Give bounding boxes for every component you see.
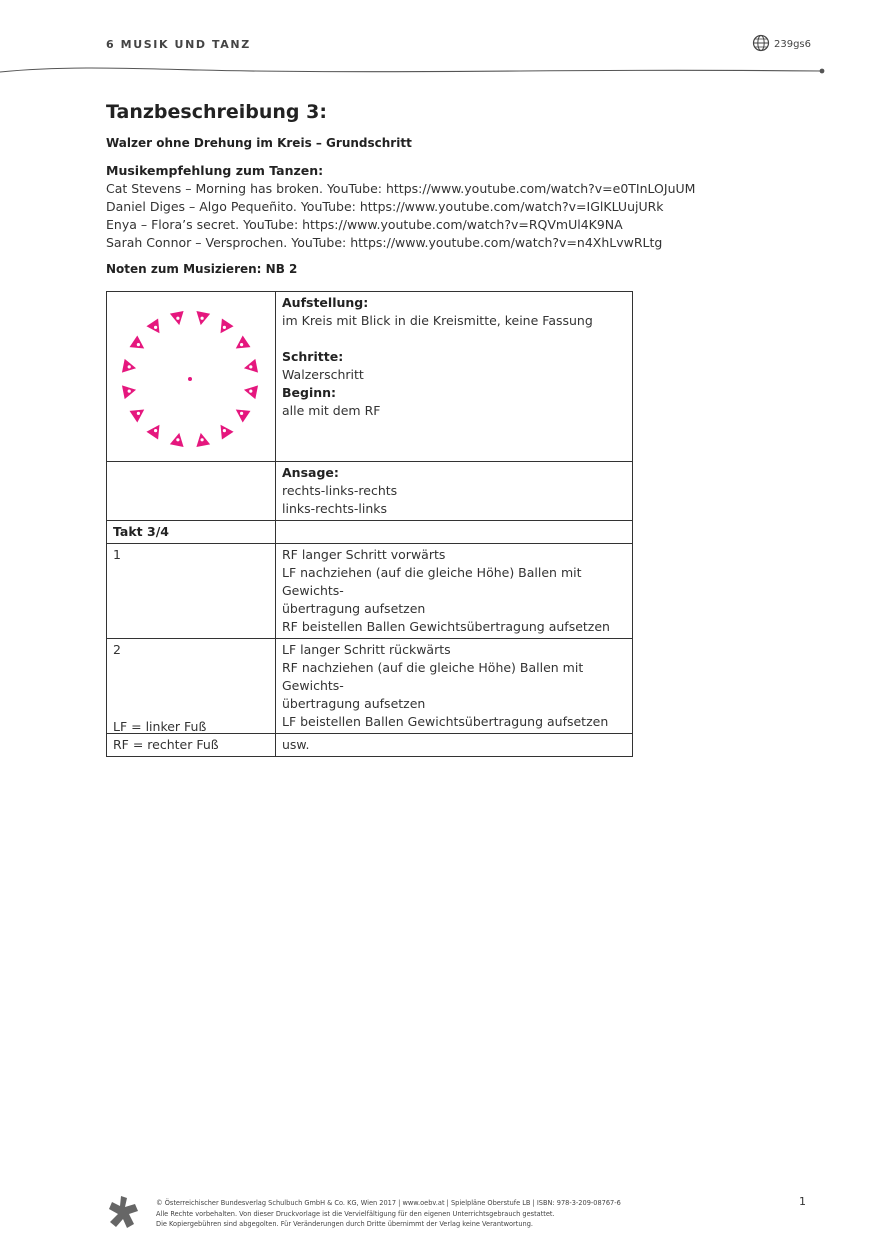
dancer-foot-mark (137, 343, 140, 346)
dancer-foot-mark (240, 412, 243, 415)
ansage-cell (276, 462, 633, 521)
dancer-foot-mark (223, 326, 226, 329)
step-line: übertragung aufsetzen (282, 696, 426, 711)
beginn-label: Beginn: (282, 385, 337, 400)
section-header: 6 MUSIK UND TANZ (106, 38, 251, 51)
dancer-foot-mark (249, 390, 252, 393)
step-line: RF nachziehen (auf die gleiche Höhe) Ballen mit Gewichts- (282, 660, 584, 693)
legend-lf: LF = linker Fuß (113, 719, 207, 734)
dancer-foot-mark (154, 326, 157, 329)
ansage-line: links-rechts-links (282, 501, 388, 516)
page-title: Tanzbeschreibung 3: (106, 101, 327, 123)
music-heading: Musikempfehlung zum Tanzen: (106, 163, 324, 178)
step-line: RF langer Schritt vorwärts (282, 547, 446, 562)
dancer-foot-mark (176, 438, 179, 441)
dancer-foot-mark (223, 429, 226, 432)
footer-line: Die Kopiergebühren sind abgegolten. Für Veränderungen durch Dritte übernimmt der Verlag keine Verantwortung. (156, 1220, 533, 1228)
aufstellung-label: Aufstellung: (282, 295, 369, 310)
formation-diagram-cell (107, 292, 276, 462)
music-line: Daniel Diges – Algo Pequeñito. YouTube: https://www.youtube.com/watch?v=IGlKLUujURk (106, 199, 664, 214)
schritte-text: Walzerschritt (282, 367, 364, 382)
circle-formation-diagram (113, 294, 263, 454)
dancer-foot-mark (240, 343, 243, 346)
footer-line: Alle Rechte vorbehalten. Von dieser Druckvorlage ist die Vervielfältigung für den eigenen Unterrichtsgebrauch gestattet. (156, 1209, 555, 1218)
globe-icon (752, 34, 770, 52)
beginn-text: alle mit dem RF (282, 403, 381, 418)
step-line: übertragung aufsetzen (282, 601, 426, 616)
dancer-foot-mark (154, 429, 157, 432)
music-recommendations (106, 162, 695, 252)
step-line: RF beistellen Ballen Gewichtsübertragung aufsetzen (282, 619, 610, 634)
ansage-line: rechts-links-rechts (282, 483, 398, 498)
schritte-label: Schritte: (282, 349, 344, 364)
step-description (276, 639, 633, 734)
dancer-foot-mark (201, 317, 204, 320)
page-number: 1 (799, 1195, 806, 1208)
ansage-label: Ansage: (282, 465, 339, 480)
dancer-foot-mark (249, 365, 252, 368)
dancer-foot-mark (128, 390, 131, 393)
footer-line: © Österreichischer Bundesverlag Schulbuch GmbH & Co. KG, Wien 2017 | www.oebv.at | Spielpläne Oberstufe LB | ISBN: 978-3-209-08767-6 (156, 1199, 621, 1207)
step-description (276, 544, 633, 639)
header-divider (0, 62, 890, 78)
formation-cell (276, 292, 633, 462)
legend (113, 718, 219, 754)
music-line: Sarah Connor – Versprochen. YouTube: https://www.youtube.com/watch?v=n4XhLvwRLtg (106, 235, 663, 250)
notes-label: Noten zum Musizieren: NB 2 (106, 262, 298, 276)
aufstellung-text: im Kreis mit Blick in die Kreismitte, keine Fassung (282, 313, 593, 328)
step-line: LF langer Schritt rückwärts (282, 642, 451, 657)
online-code: 239gs6 (774, 39, 812, 50)
music-line: Cat Stevens – Morning has broken. YouTube: https://www.youtube.com/watch?v=e0TInLOJuUM (106, 181, 696, 196)
publisher-logo-icon (108, 1195, 140, 1229)
step-line: LF nachziehen (auf die gleiche Höhe) Ballen mit Gewichts- (282, 565, 582, 598)
dancer-foot-mark (137, 412, 140, 415)
dancer-foot-mark (128, 365, 131, 368)
subtitle: Walzer ohne Drehung im Kreis – Grundschritt (106, 136, 412, 150)
dancer-foot-mark (201, 438, 204, 441)
legend-rf: RF = rechter Fuß (113, 737, 219, 752)
dancer-foot-mark (176, 317, 179, 320)
usw-cell: usw. (276, 734, 633, 757)
circle-center-dot (188, 377, 192, 381)
step-count: 2 (107, 639, 276, 734)
copyright-footer (156, 1198, 621, 1230)
music-line: Enya – Flora’s secret. YouTube: https://www.youtube.com/watch?v=RQVmUl4K9NA (106, 217, 623, 232)
step-line: LF beistellen Ballen Gewichtsübertragung aufsetzen (282, 714, 609, 729)
takt-label: Takt 3/4 (107, 521, 276, 544)
dance-table (106, 291, 633, 757)
step-count: 1 (107, 544, 276, 639)
